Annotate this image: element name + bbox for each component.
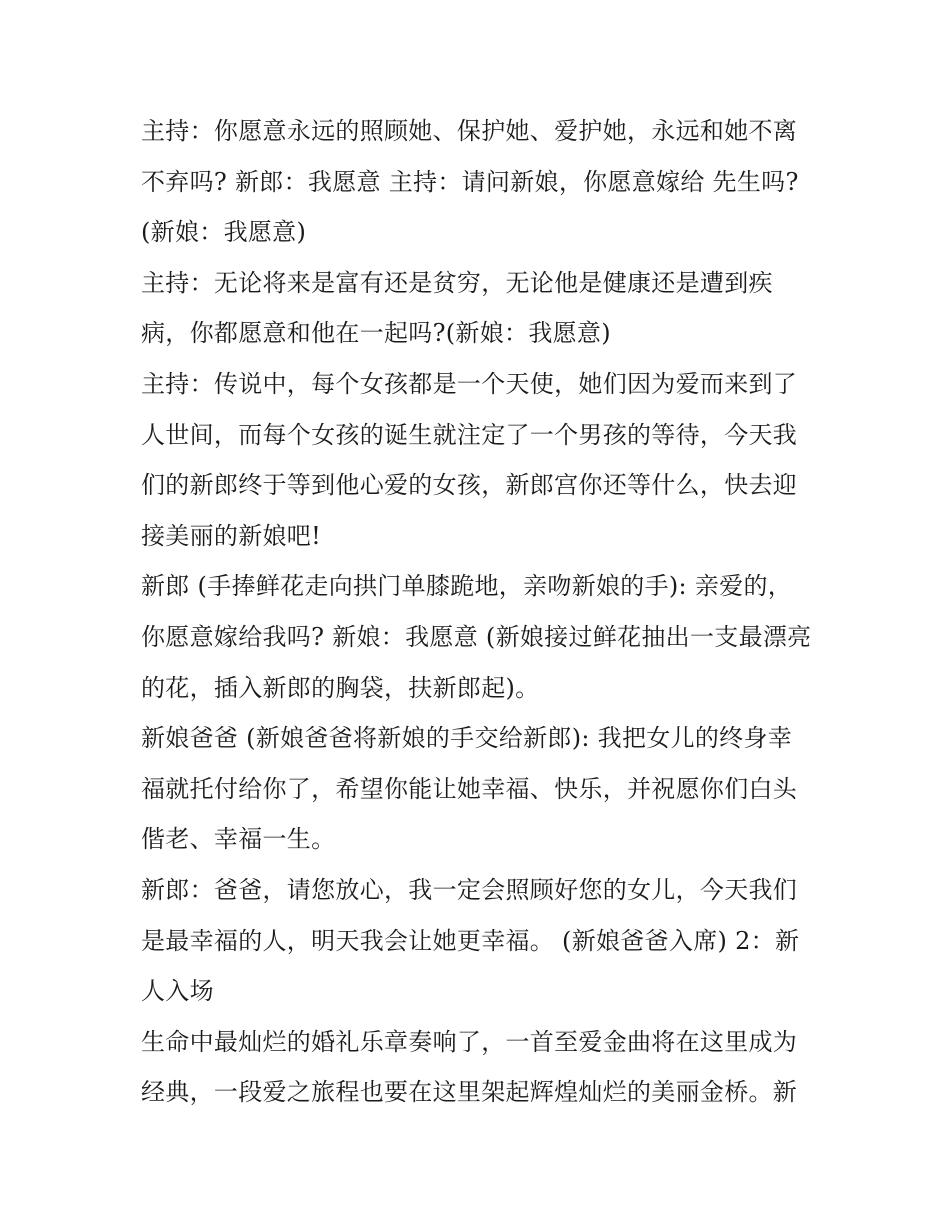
paragraph-vows-rich-or-poor: 主持：无论将来是富有还是贫穷，无论他是健康还是遭到疾病，你都愿意和他在一起吗?(新娘：我愿意)	[141, 268, 773, 348]
paragraph-father-handover: 新娘爸爸 (新娘爸爸将新娘的手交给新郎): 我把女儿的终身幸福就托付给你了，希望你能让她幸福、快乐，并祝愿你们白头偕老、幸福一生。	[141, 724, 798, 854]
paragraph-wedding-music: 生命中最灿烂的婚礼乐章奏响了，一首至爱金曲将在这里成为经典，一段爱之旅程也要在这里架起辉煌灿烂的美丽金桥。新	[141, 1027, 798, 1107]
paragraph-vows-host-question: 主持：你愿意永远的照顾她、保护她、爱护她，永远和她不离不弃吗? 新郎：我愿意 主持：请问新娘，你愿意嫁给 先生吗?(新娘：我愿意)	[141, 117, 799, 247]
document-body	[141, 106, 816, 1118]
paragraph-groom-proposal: 新郎 (手捧鲜花走向拱门单膝跪地，亲吻新娘的手): 亲爱的，你愿意嫁给我吗? 新娘：我愿意 (新娘接过鲜花抽出一支最漂亮的花，插入新郎的胸袋，扶新郎起)。	[141, 572, 812, 702]
paragraph-angel-legend: 主持：传说中，每个女孩都是一个天使，她们因为爱而来到了人世间，而每个女孩的诞生就注定了一个男孩的等待，今天我们的新郎终于等到他心爱的女孩，新郎宫你还等什么，快去迎接美丽的新娘吧!	[141, 369, 798, 550]
paragraph-groom-promise: 新郎：爸爸，请您放心，我一定会照顾好您的女儿，今天我们是最幸福的人，明天我会让她更幸福。 (新娘爸爸入席) 2：新人入场	[141, 875, 800, 1006]
